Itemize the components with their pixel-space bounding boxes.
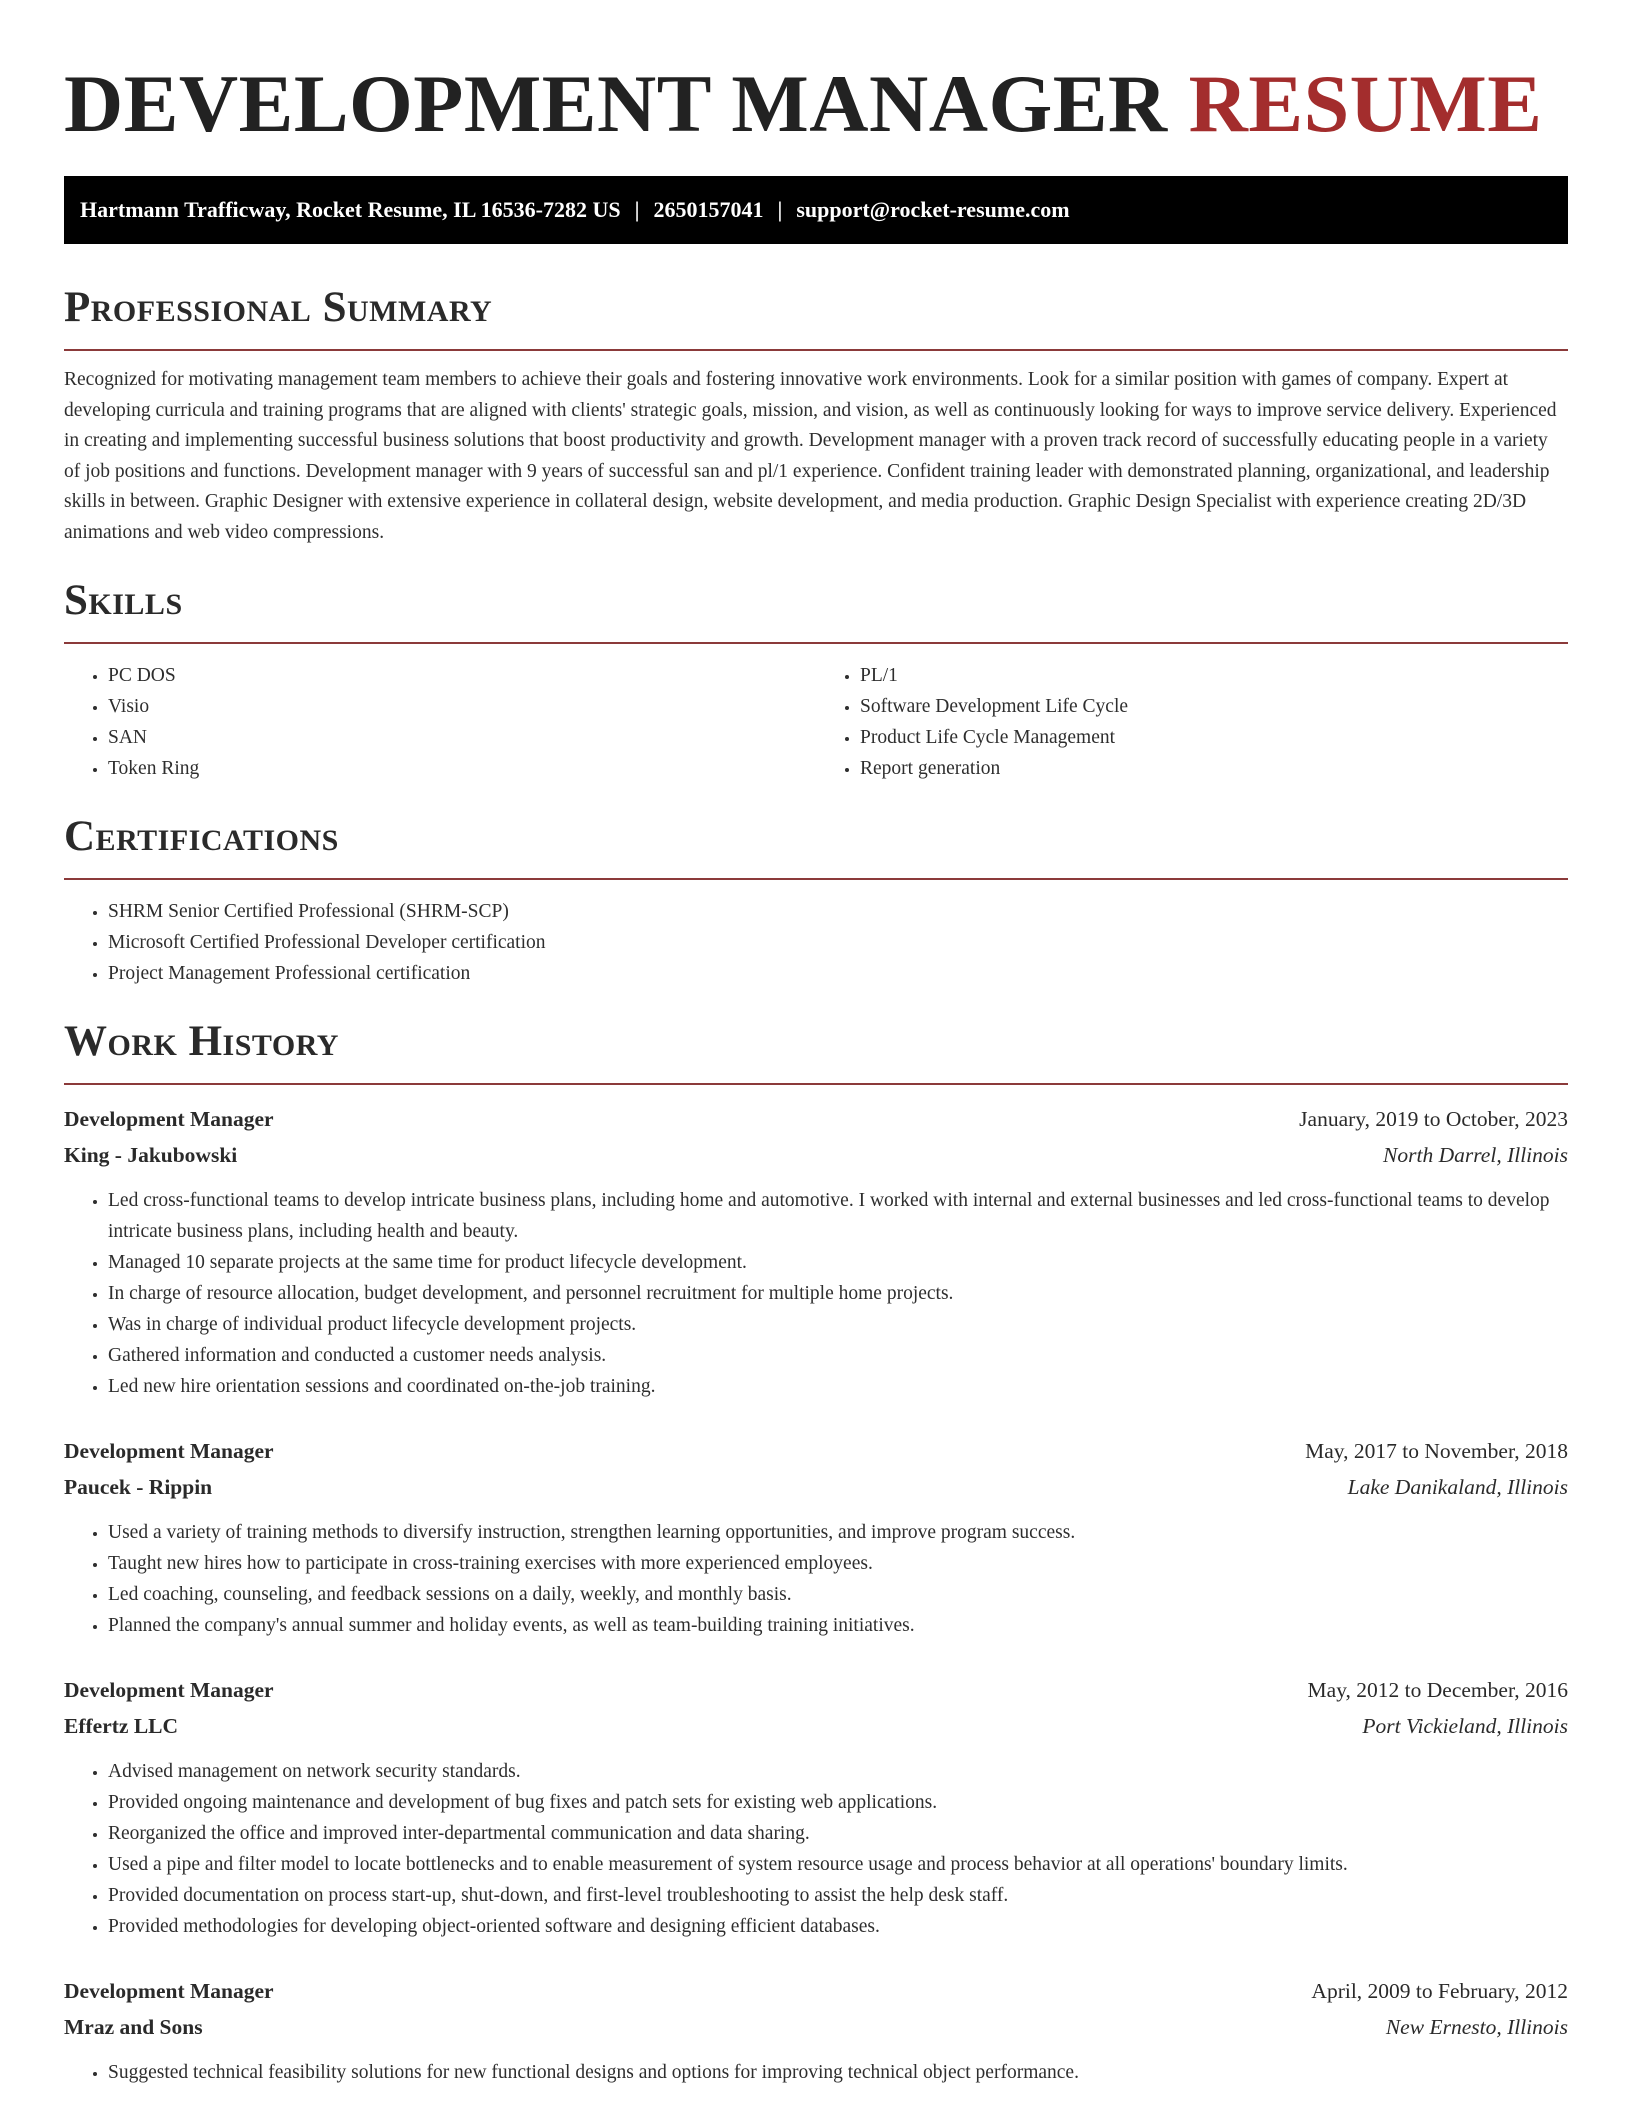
skill-item: • PC DOS [108,660,816,691]
skills-list-left [64,660,816,784]
skill-item: • Product Life Cycle Management [860,722,1568,753]
job-header-row [64,1973,1568,2009]
skill-item: • PL/1 [860,660,1568,691]
job-bullet: • Provided documentation on process start-up, shut-down, and first-level troubleshooting to assist the help desk staff. [108,1880,1568,1911]
title-main: DEVELOPMENT MANAGER [64,58,1168,149]
skill-item: • Software Development Life Cycle [860,691,1568,722]
job-bullet: • In charge of resource allocation, budget development, and personnel recruitment for multiple home projects. [108,1278,1568,1309]
contact-separator: | [777,197,783,222]
job-location: Lake Danikaland, Illinois [1347,1474,1568,1499]
job-title: Development Manager [64,1438,274,1463]
contact-address: Hartmann Trafficway, Rocket Resume, IL 16536-7282 US [80,197,621,222]
certification-item: • Project Management Professional certification [108,958,1568,989]
job-bullet: • Planned the company's annual summer and holiday events, as well as team-building training initiatives. [108,1610,1568,1641]
job-location: Port Vickieland, Illinois [1362,1713,1568,1738]
job-company: Mraz and Sons [64,2014,203,2039]
job-subheader-row [64,2009,1568,2045]
job-entry [64,1101,1568,1402]
contact-email: support@rocket-resume.com [796,197,1070,222]
certification-item: • Microsoft Certified Professional Developer certification [108,927,1568,958]
certifications-heading: Certifications [64,812,339,860]
job-entry [64,1973,1568,2088]
job-bullets [64,1517,1568,1641]
skill-item: • Report generation [860,753,1568,784]
job-bullet: • Gathered information and conducted a customer needs analysis. [108,1340,1568,1371]
job-header-row [64,1101,1568,1137]
job-bullets [64,1756,1568,1942]
job-company: Effertz LLC [64,1713,179,1738]
skill-item: • SAN [108,722,816,753]
job-bullet: • Led cross-functional teams to develop intricate business plans, including home and automotive. I worked with internal and external businesses and led cross-functional teams to develop intricate business plans, including health and beauty. [108,1185,1568,1247]
certifications-section [64,810,1568,989]
job-company: King - Jakubowski [64,1142,238,1167]
summary-section [64,281,1568,549]
section-divider [64,1083,1568,1085]
job-bullet: • Suggested technical feasibility solutions for new functional designs and options for improving technical object performance. [108,2057,1568,2088]
job-bullet: • Was in charge of individual product lifecycle development projects. [108,1309,1568,1340]
section-divider [64,642,1568,644]
job-dates: May, 2017 to November, 2018 [1305,1438,1568,1463]
skills-section [64,574,1568,784]
job-dates: April, 2009 to February, 2012 [1311,1978,1568,2003]
job-bullet: • Managed 10 separate projects at the same time for product lifecycle development. [108,1247,1568,1278]
certifications-list [64,896,1568,989]
job-dates: January, 2019 to October, 2023 [1299,1106,1568,1131]
certification-item: • SHRM Senior Certified Professional (SHRM-SCP) [108,896,1568,927]
title-accent: RESUME [1188,58,1543,149]
section-divider [64,349,1568,351]
resume-title [64,56,1568,152]
job-bullet: • Used a pipe and filter model to locate bottlenecks and to enable measurement of system resource usage and process behavior at all operations' boundary limits. [108,1849,1568,1880]
contact-bar [64,176,1568,244]
skills-columns [64,660,1568,784]
job-title: Development Manager [64,1978,274,2003]
job-location: New Ernesto, Illinois [1385,2014,1568,2039]
skill-item: • Visio [108,691,816,722]
job-entry [64,1433,1568,1641]
job-bullets [64,2057,1568,2088]
work-history-heading: Work History [64,1017,339,1065]
job-bullet: • Advised management on network security standards. [108,1756,1568,1787]
skill-item: • Token Ring [108,753,816,784]
job-entry [64,1672,1568,1942]
resume-page [64,0,1568,2088]
job-bullet: • Reorganized the office and improved inter-departmental communication and data sharing. [108,1818,1568,1849]
section-divider [64,878,1568,880]
job-subheader-row [64,1708,1568,1744]
job-header-row [64,1672,1568,1708]
job-subheader-row [64,1137,1568,1173]
job-subheader-row [64,1469,1568,1505]
job-header-row [64,1433,1568,1469]
contact-separator: | [634,197,640,222]
skills-heading: Skills [64,576,183,624]
summary-text: Recognized for motivating management team members to achieve their goals and fostering innovative work environments. Look for a similar position with games of company. Expert at developing curricula and training programs that are aligned with clients' strategic goals, mission, and vision, as well as continuously looking for ways to improve service delivery. Experienced in creating and implementing successful business solutions that boost productivity and growth. Development manager with a proven track record of successfully educating people in a variety of job positions and functions. Development manager with 9 years of successful san and pl/1 experience. Confident training leader with demonstrated planning, organizational, and leadership skills in between. Graphic Designer with extensive experience in collateral design, website development, and media production. Graphic Design Specialist with experience creating 2D/3D animations and web video compressions. [64,369,1557,543]
work-history-section [64,1015,1568,2088]
job-bullet: • Provided ongoing maintenance and development of bug fixes and patch sets for existing web applications. [108,1787,1568,1818]
summary-heading: Professional Summary [64,284,493,331]
job-title: Development Manager [64,1106,274,1131]
job-bullet: • Led new hire orientation sessions and coordinated on-the-job training. [108,1371,1568,1402]
job-bullets [64,1185,1568,1402]
job-bullet: • Used a variety of training methods to diversify instruction, strengthen learning opportunities, and improve program success. [108,1517,1568,1548]
skills-list-right [816,660,1568,784]
job-bullet: • Led coaching, counseling, and feedback sessions on a daily, weekly, and monthly basis. [108,1579,1568,1610]
job-bullet: • Taught new hires how to participate in cross-training exercises with more experienced employees. [108,1548,1568,1579]
job-bullet: • Provided methodologies for developing object-oriented software and designing efficient databases. [108,1911,1568,1942]
job-dates: May, 2012 to December, 2016 [1307,1677,1568,1702]
job-location: North Darrel, Illinois [1383,1142,1568,1167]
job-title: Development Manager [64,1677,274,1702]
contact-phone: 2650157041 [653,197,764,222]
job-company: Paucek - Rippin [64,1474,213,1499]
